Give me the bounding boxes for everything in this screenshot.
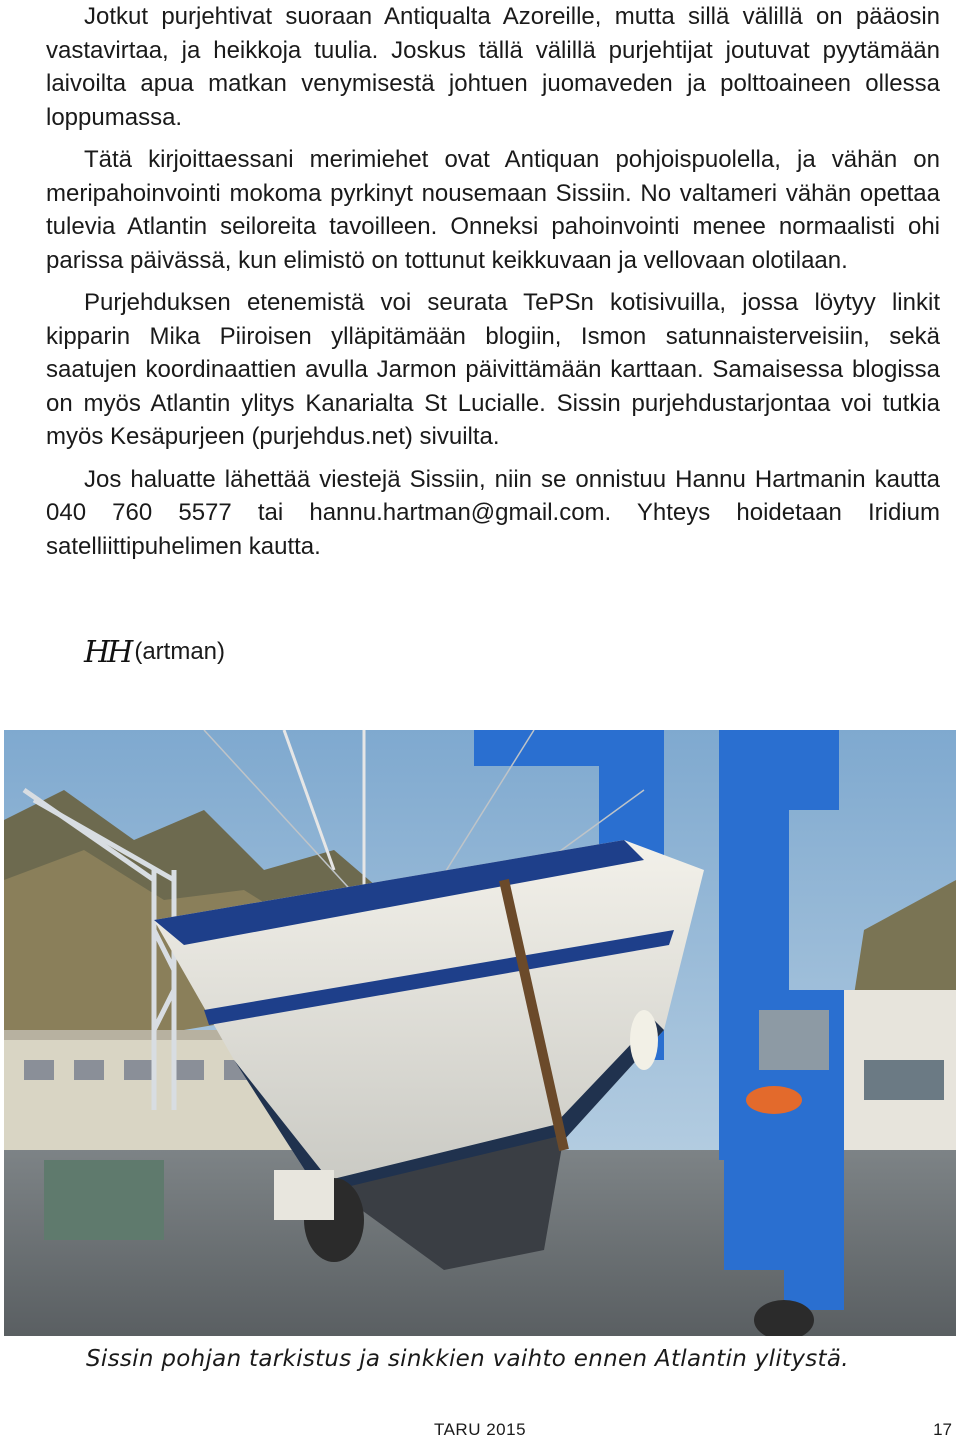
signature-text: (artman) (134, 638, 226, 665)
boat-photo (4, 730, 956, 1336)
signature (84, 632, 225, 672)
paragraph: Jos haluatte lähettää viestejä Sissiin, niin se onnistuu Hannu Hartmanin kautta 040 760 5577 tai hannu.hartman@gmail.com. Yhteys hoidetaan Iridium satelliittipuhelimen kautta. (46, 465, 940, 560)
boat-photo-illustration (4, 730, 956, 1336)
article-body (46, 0, 940, 563)
signature-initials: HH (84, 634, 131, 670)
footer-publication: TARU 2015 (433, 1420, 527, 1439)
paragraph: Purjehduksen etenemistä voi seurata TePSn kotisivuilla, jossa löytyy linkit kipparin Mika Piiroisen ylläpitämään blogiin, Ismon satunnaisterveisiin, sekä saatujen koordinaattien avulla Jarmon päivittämään karttaan. Samaisessa blogissa on myös Atlantin ylitys Kanarialta St Lucialle. Sissin purjehdustarjontaa voi tutkia myös Kesäpurjeen (purjehdus.net) sivuilta. (46, 289, 940, 450)
paragraph: Jotkut purjehtivat suoraan Antiqualta Azoreille, mutta sillä välillä on pääosin vastavirtaa, ja heikkoja tuulia. Joskus tällä välillä purjehtijat joutuvat pyytämään laivoilta apua matkan venymisestä johtuen juomaveden ja polttoaineen ollessa loppumassa. (46, 3, 940, 131)
photo-caption: Sissin pohjan tarkistus ja sinkkien vaihto ennen Atlantin ylitystä. (86, 1346, 849, 1372)
footer-page-number: 17 (933, 1420, 952, 1439)
paragraph: Tätä kirjoittaessani merimiehet ovat Antiquan pohjoispuolella, ja vähän on meripahoinvointi mokoma pyrkinyt nousemaan Sissiin. No valtameri vähän opettaa tulevia Atlantin seiloreita tavoilleen. Onneksi pahoinvointi menee normaalisti ohi parissa päivässä, kun elimistö on tottunut keikkuvaan ja vellovaan olotilaan. (46, 146, 940, 274)
